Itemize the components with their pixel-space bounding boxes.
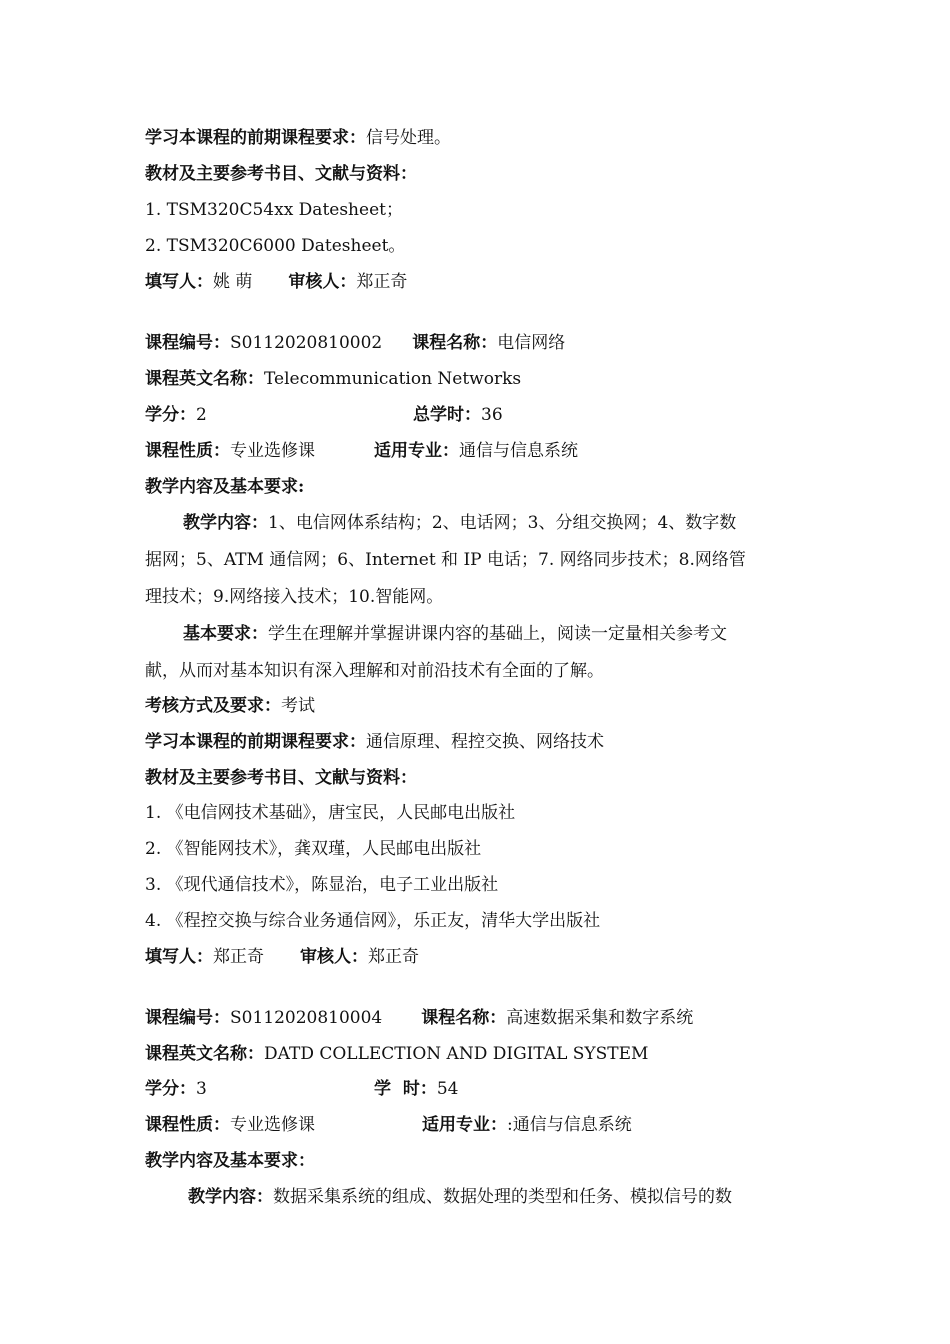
- exam-line: [145, 695, 315, 717]
- name-label: 课程名称：: [412, 333, 498, 353]
- credit-label: 学分：: [145, 405, 196, 425]
- hours-label: 总学时：: [413, 405, 481, 425]
- en-value: Telecommunication Networks: [264, 369, 522, 389]
- hours-value: 36: [481, 405, 503, 425]
- author-label: 填写人：: [145, 947, 213, 967]
- refs-label: 教材及主要参考书目、文献与资料：: [145, 164, 417, 184]
- ref-item: 1. 《电信网技术基础》，唐宝民，人民邮电出版社: [145, 803, 516, 823]
- name-value: 高速数据采集和数字系统: [506, 1008, 694, 1028]
- content-text: 数据采集系统的组成、数据处理的类型和任务、模拟信号的数: [273, 1187, 732, 1207]
- content-label: 教学内容：: [183, 513, 268, 533]
- ref-item: 2. TSM320C6000 Datesheet。: [145, 236, 406, 256]
- course-code-line: [145, 332, 565, 354]
- nature-line: [145, 440, 845, 462]
- signature-line: [145, 946, 419, 968]
- major-value: :通信与信息系统: [507, 1115, 632, 1135]
- ref-item: 3. 《现代通信技术》，陈显治，电子工业出版社: [145, 875, 499, 895]
- ref-item: 2. 《智能网技术》，龚双瑾，人民邮电出版社: [145, 839, 482, 859]
- english-name-line: [145, 368, 521, 390]
- refs-label: 教材及主要参考书目、文献与资料：: [145, 768, 417, 788]
- content-paragraph-line: 理技术；9.网络接入技术；10.智能网。: [145, 587, 444, 607]
- credit-value: 2: [196, 405, 207, 425]
- credit-line: [145, 1078, 845, 1100]
- reviewer-value: 郑正奇: [356, 272, 408, 292]
- exam-label: 考核方式及要求：: [145, 696, 281, 716]
- content-req-label: 教学内容及基本要求:: [145, 477, 305, 497]
- prereq-value: 通信原理、程控交换、网络技术: [366, 732, 604, 752]
- code-value: S0112020810002: [230, 333, 383, 353]
- basic-label: 基本要求：: [183, 624, 268, 644]
- en-label: 课程英文名称：: [145, 1044, 264, 1064]
- name-label: 课程名称：: [421, 1008, 507, 1028]
- major-value: 通信与信息系统: [459, 441, 578, 461]
- content-label: 教学内容：: [188, 1187, 273, 1207]
- author-value: 姚 萌: [213, 272, 253, 292]
- content-req-heading: [145, 476, 304, 498]
- content-req-label: 教学内容及基本要求：: [145, 1151, 315, 1171]
- exam-value: 考试: [281, 696, 315, 716]
- en-label: 课程英文名称：: [145, 369, 264, 389]
- refs-heading: [145, 163, 417, 185]
- content-paragraph-line: [183, 512, 736, 534]
- nature-line: [145, 1114, 845, 1136]
- major-label: 适用专业：: [374, 441, 459, 461]
- credit-label: 学分：: [145, 1079, 196, 1099]
- major-label: 适用专业：: [422, 1115, 507, 1135]
- author-value: 郑正奇: [213, 947, 264, 967]
- hours-value: 54: [436, 1079, 459, 1099]
- nature-label: 课程性质：: [145, 441, 230, 461]
- hours-label: 学 时：: [374, 1079, 437, 1099]
- english-name-line: [145, 1043, 648, 1065]
- nature-label: 课程性质：: [145, 1115, 230, 1135]
- ref-item: 4. 《程控交换与综合业务通信网》，乐正友，清华大学出版社: [145, 911, 601, 931]
- prereq-label: 学习本课程的前期课程要求：: [145, 128, 366, 148]
- content-req-heading: [145, 1150, 315, 1172]
- nature-value: 专业选修课: [230, 1115, 315, 1135]
- reviewer-label: 审核人：: [288, 272, 357, 292]
- basic-paragraph-line: 献，从而对基本知识有深入理解和对前沿技术有全面的了解。: [145, 661, 604, 681]
- nature-value: 专业选修课: [230, 441, 315, 461]
- prereq-line: [145, 127, 451, 149]
- code-value: S0112020810004: [230, 1008, 383, 1028]
- basic-text: 学生在理解并掌握讲课内容的基础上，阅读一定量相关参考文: [268, 624, 727, 644]
- en-value: DATD COLLECTION AND DIGITAL SYSTEM: [264, 1044, 649, 1064]
- code-label: 课程编号：: [145, 333, 230, 353]
- author-label: 填写人：: [145, 272, 213, 292]
- prereq-value: 信号处理。: [366, 128, 451, 148]
- signature-line: [145, 271, 407, 293]
- prereq-label: 学习本课程的前期课程要求：: [145, 732, 366, 752]
- credit-line: [145, 404, 845, 426]
- reviewer-label: 审核人：: [300, 947, 368, 967]
- ref-item: 1. TSM320C54xx Datesheet；: [145, 200, 403, 220]
- course-code-line: [145, 1007, 693, 1029]
- refs-heading: [145, 767, 417, 789]
- code-label: 课程编号：: [145, 1008, 230, 1028]
- content-text: 1、电信网体系结构；2、电话网；3、分组交换网；4、数字数: [268, 513, 737, 533]
- name-value: 电信网络: [497, 333, 566, 353]
- content-paragraph-line: [188, 1186, 732, 1208]
- prereq-line: [145, 731, 604, 753]
- credit-value: 3: [196, 1079, 207, 1099]
- reviewer-value: 郑正奇: [368, 947, 419, 967]
- content-paragraph-line: 据网；5、ATM 通信网；6、Internet 和 IP 电话；7. 网络同步技术；8.网络管: [145, 550, 746, 570]
- basic-paragraph-line: [183, 623, 727, 645]
